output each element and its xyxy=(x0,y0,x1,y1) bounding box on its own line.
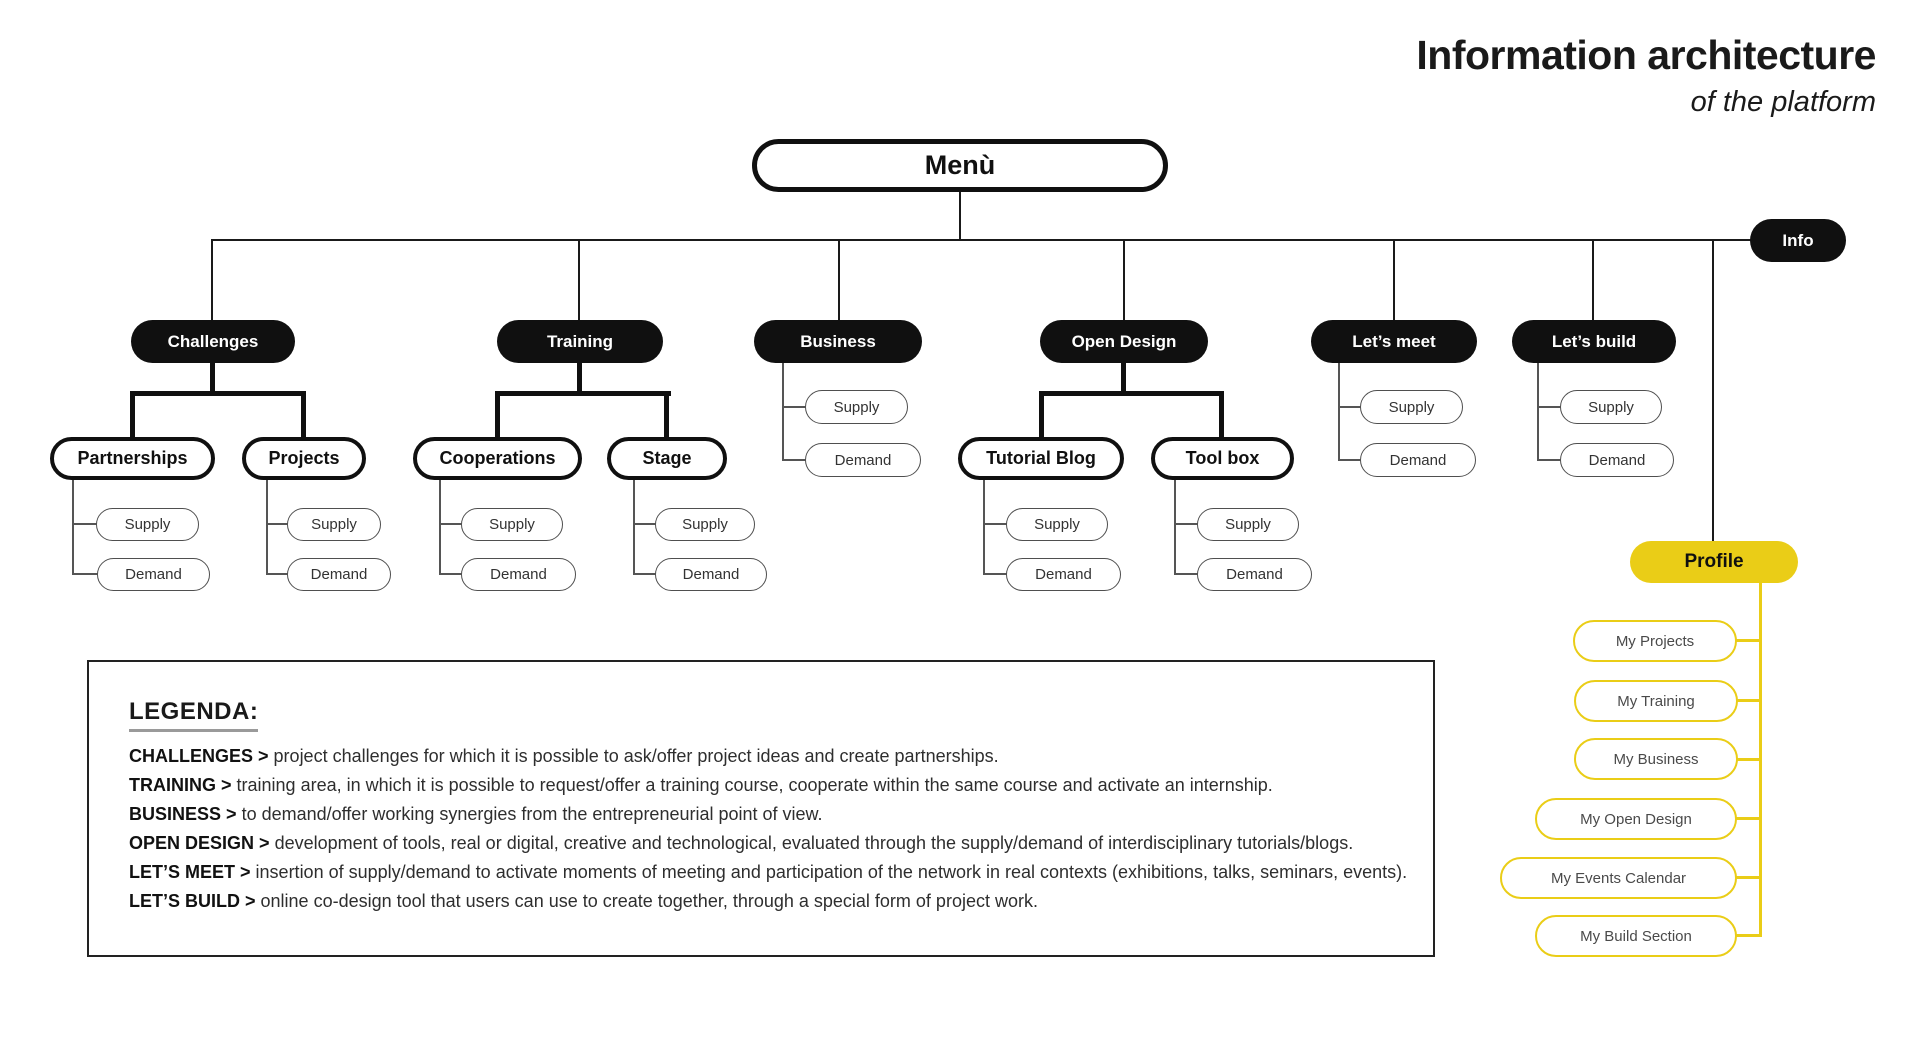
node-my-projects: My Projects xyxy=(1573,620,1737,662)
connector-line xyxy=(664,391,669,439)
legend-description: insertion of supply/demand to activate moments of meeting and participation of the network in real contexts (exhibitions, talks, seminars, events). xyxy=(255,862,1408,882)
node-stage-demand: Demand xyxy=(655,558,767,591)
connector-line xyxy=(1537,459,1561,461)
legend-term: CHALLENGES > xyxy=(129,746,269,766)
legend-term: LET’S MEET > xyxy=(129,862,251,882)
node-cooperations: Cooperations xyxy=(413,437,582,480)
connector-line xyxy=(130,391,306,396)
connector-line xyxy=(983,573,1007,575)
page-subtitle: of the platform xyxy=(1690,86,1876,118)
legend-term: OPEN DESIGN > xyxy=(129,833,270,853)
node-tool-box-supply: Supply xyxy=(1197,508,1299,541)
connector-line xyxy=(1338,363,1340,461)
connector-line xyxy=(983,480,985,575)
connector-line xyxy=(439,480,441,575)
connector-line xyxy=(1393,239,1395,322)
legend-entry-lets-meet xyxy=(129,858,1413,887)
node-partnerships: Partnerships xyxy=(50,437,215,480)
legend-description: to demand/offer working synergies from the entrepreneurial point of view. xyxy=(241,804,823,824)
connector-line xyxy=(782,363,784,461)
node-lets-meet-supply: Supply xyxy=(1360,390,1463,424)
node-my-business: My Business xyxy=(1574,738,1738,780)
connector-line xyxy=(633,523,656,525)
node-cooperations-supply: Supply xyxy=(461,508,563,541)
node-business: Business xyxy=(754,320,922,363)
legend-entries xyxy=(129,742,1413,916)
node-my-open-design: My Open Design xyxy=(1535,798,1737,840)
node-business-supply: Supply xyxy=(805,390,908,424)
connector-line xyxy=(495,391,500,439)
connector-line xyxy=(1338,459,1361,461)
node-menu: Menù xyxy=(752,139,1168,192)
connector-line xyxy=(130,391,135,439)
node-tutorial-blog: Tutorial Blog xyxy=(958,437,1124,480)
node-projects: Projects xyxy=(242,437,366,480)
node-open-design: Open Design xyxy=(1040,320,1208,363)
node-my-events-calendar: My Events Calendar xyxy=(1500,857,1737,899)
connector-line xyxy=(1123,239,1125,322)
connector-line xyxy=(1219,391,1224,439)
connector-line xyxy=(1174,480,1176,575)
connector-line xyxy=(633,573,656,575)
node-my-build-section: My Build Section xyxy=(1535,915,1737,957)
legend-term: LET’S BUILD > xyxy=(129,891,256,911)
page-title: Information architecture xyxy=(1416,32,1876,78)
node-lets-meet-demand: Demand xyxy=(1360,443,1476,477)
legend-term: BUSINESS > xyxy=(129,804,237,824)
connector-line xyxy=(495,391,671,396)
node-training: Training xyxy=(497,320,663,363)
legend-term: TRAINING > xyxy=(129,775,232,795)
connector-line xyxy=(72,523,97,525)
node-info: Info xyxy=(1750,219,1846,262)
node-tool-box-demand: Demand xyxy=(1197,558,1312,591)
node-tutorial-blog-demand: Demand xyxy=(1006,558,1121,591)
connector-line xyxy=(212,239,1752,241)
connector-line xyxy=(1174,573,1198,575)
node-tutorial-blog-supply: Supply xyxy=(1006,508,1108,541)
node-partnerships-supply: Supply xyxy=(96,508,199,541)
node-tool-box: Tool box xyxy=(1151,437,1294,480)
node-challenges: Challenges xyxy=(131,320,295,363)
legend-description: development of tools, real or digital, creative and technological, evaluated through the supply/demand of interdisciplinary tutorials/blogs. xyxy=(274,833,1354,853)
node-stage: Stage xyxy=(607,437,727,480)
connector-line xyxy=(1039,391,1224,396)
node-profile: Profile xyxy=(1630,541,1798,583)
connector-line xyxy=(439,523,462,525)
connector-line xyxy=(1735,876,1762,879)
connector-line xyxy=(1338,406,1361,408)
connector-line xyxy=(72,480,74,575)
legend-entry-lets-build xyxy=(129,887,1413,916)
connector-line xyxy=(782,406,806,408)
connector-line xyxy=(210,361,215,393)
node-my-training: My Training xyxy=(1574,680,1738,722)
legend-entry-training xyxy=(129,771,1413,800)
legend-box xyxy=(87,660,1435,957)
connector-line xyxy=(266,480,268,575)
legend-description: online co-design tool that users can use to create together, through a special form of project work. xyxy=(260,891,1038,911)
connector-line xyxy=(577,361,582,393)
legend-entry-open-design xyxy=(129,829,1413,858)
node-lets-build-supply: Supply xyxy=(1560,390,1662,424)
connector-line xyxy=(211,239,213,322)
connector-line xyxy=(266,523,288,525)
node-cooperations-demand: Demand xyxy=(461,558,576,591)
connector-line xyxy=(1712,239,1714,544)
node-projects-demand: Demand xyxy=(287,558,391,591)
connector-line xyxy=(301,391,306,439)
node-projects-supply: Supply xyxy=(287,508,381,541)
legend-description: project challenges for which it is possible to ask/offer project ideas and create partnerships. xyxy=(273,746,999,766)
connector-line xyxy=(1735,758,1762,761)
node-business-demand: Demand xyxy=(805,443,921,477)
connector-line xyxy=(72,573,98,575)
node-lets-build-demand: Demand xyxy=(1560,443,1674,477)
connector-line xyxy=(1592,239,1594,322)
legend-title: LEGENDA: xyxy=(129,698,258,732)
legend-description: training area, in which it is possible to request/offer a training course, cooperate within the same course and activate an internship. xyxy=(236,775,1273,795)
connector-line xyxy=(266,573,288,575)
connector-line xyxy=(1735,817,1762,820)
connector-line xyxy=(782,459,806,461)
connector-line xyxy=(983,523,1007,525)
connector-line xyxy=(1735,699,1762,702)
connector-line xyxy=(578,239,580,322)
node-stage-supply: Supply xyxy=(655,508,755,541)
connector-line xyxy=(633,480,635,575)
connector-line xyxy=(1039,391,1044,439)
connector-line xyxy=(1174,523,1198,525)
node-partnerships-demand: Demand xyxy=(97,558,210,591)
connector-line xyxy=(959,190,961,241)
connector-line xyxy=(1537,406,1561,408)
connector-line xyxy=(838,239,840,322)
connector-line xyxy=(1537,363,1539,461)
connector-line xyxy=(1735,934,1762,937)
legend-entry-business xyxy=(129,800,1413,829)
legend-entry-challenges xyxy=(129,742,1413,771)
node-lets-meet: Let’s meet xyxy=(1311,320,1477,363)
connector-line xyxy=(439,573,462,575)
connector-line xyxy=(1735,639,1762,642)
connector-line xyxy=(1121,361,1126,393)
node-lets-build: Let’s build xyxy=(1512,320,1676,363)
